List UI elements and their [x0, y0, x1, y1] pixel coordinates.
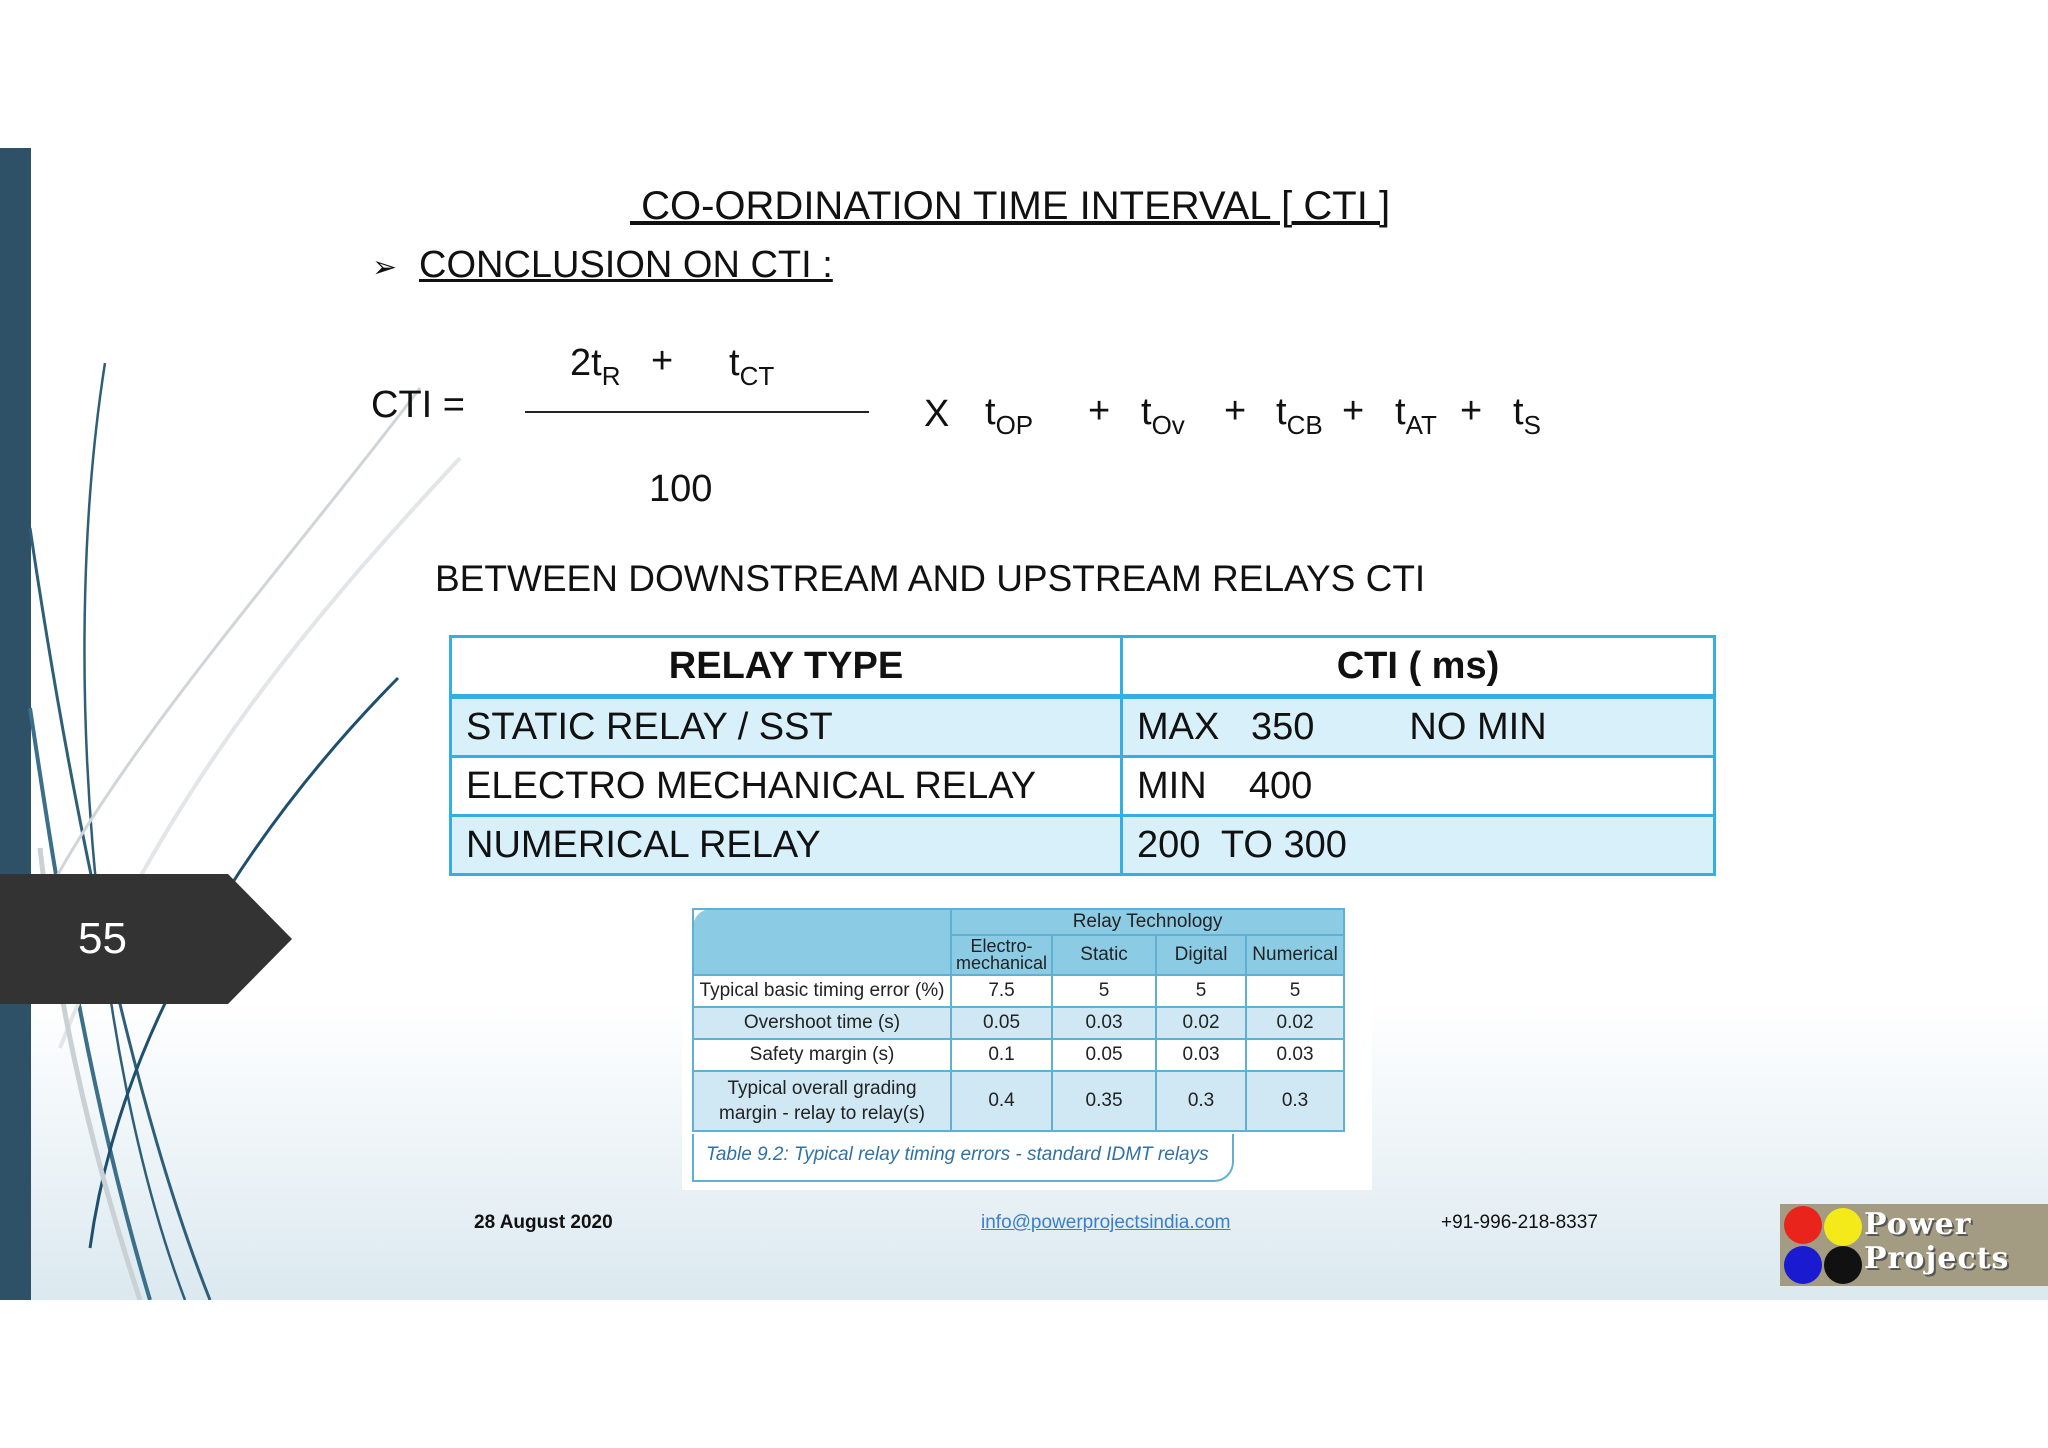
formula-t-s: $t_S$ [1513, 391, 1541, 440]
logo-dot-yellow [1824, 1208, 1862, 1246]
cti-value-cell: MIN 400 [1121, 757, 1714, 816]
table-cell: 0.03 [1156, 1039, 1246, 1071]
logo-line-2: Projects [1864, 1241, 2010, 1276]
table-cell: 0.03 [1246, 1039, 1344, 1071]
subtitle: CONCLUSION ON CTI : [419, 244, 833, 286]
footer-date: 28 August 2020 [474, 1212, 613, 1233]
cti-value-cell: MAX 350 NO MIN [1121, 697, 1714, 757]
table-row [693, 1039, 1344, 1071]
group-header: Relay Technology [951, 909, 1344, 935]
formula-plus: + [651, 340, 674, 382]
column-header-electro: Electro-mechanical [951, 935, 1052, 975]
relay-timing-table-figure [682, 900, 1372, 1190]
table-cell: 0.4 [951, 1071, 1052, 1131]
column-header-relay-type: RELAY TYPE [451, 637, 1122, 697]
column-header-digital: Digital [1156, 935, 1246, 975]
row-label: Safety margin (s) [693, 1039, 951, 1071]
formula-t-at: $t_{AT}$ [1395, 391, 1437, 440]
logo-line-1: Power [1864, 1207, 1972, 1242]
table-cell: 5 [1246, 975, 1344, 1007]
cti-value-cell: 200 TO 300 [1121, 816, 1714, 875]
table-row [693, 1071, 1344, 1131]
formula-plus-1: + [1088, 390, 1111, 432]
column-header-cti: CTI ( ms) [1121, 637, 1714, 697]
slide [0, 148, 2048, 1300]
column-header-static: Static [1052, 935, 1156, 975]
power-projects-logo [1780, 1204, 2048, 1286]
fraction-line [525, 411, 869, 413]
table-cell: 0.02 [1156, 1007, 1246, 1039]
arrow-bullet-icon: ➢ [372, 251, 398, 284]
table-caption: Table 9.2: Typical relay timing errors - standard IDMT relays [706, 1144, 1209, 1165]
page-title: CO-ORDINATION TIME INTERVAL [ CTI ] [630, 184, 1391, 228]
table-cell: 7.5 [951, 975, 1052, 1007]
slide-number: 55 [78, 914, 127, 963]
table-row [693, 975, 1344, 1007]
formula-denominator: 100 [649, 468, 713, 510]
table-row [451, 816, 1715, 875]
logo-dot-red [1784, 1206, 1822, 1244]
logo-text [1864, 1208, 2009, 1276]
formula-plus-3: + [1342, 390, 1365, 432]
footer-phone: +91-996-218-8337 [1441, 1212, 1598, 1233]
row-label: Typical basic timing error (%) [693, 975, 951, 1007]
formula-numerator-a: $2t_R$ [570, 342, 621, 391]
formula-t-cb: $t_{CB}$ [1276, 391, 1323, 440]
relay-type-cell: ELECTRO MECHANICAL RELAY [451, 757, 1122, 816]
table-cell: 0.03 [1052, 1007, 1156, 1039]
table-cell: 0.3 [1156, 1071, 1246, 1131]
table-cell: 0.1 [951, 1039, 1052, 1071]
table-cell: 5 [1052, 975, 1156, 1007]
footer-email-link[interactable]: info@powerprojectsindia.com [981, 1212, 1231, 1233]
formula-t-ov: $t_{Ov}$ [1141, 391, 1185, 440]
formula-lhs: CTI = [371, 384, 465, 426]
table-row [693, 1007, 1344, 1039]
formula-t-op: $t_{OP}$ [985, 391, 1034, 440]
table-cell: 0.05 [951, 1007, 1052, 1039]
formula-numerator-b: $t_{CT}$ [729, 342, 775, 391]
cti-table-header-row [451, 637, 1715, 697]
table-cell: 0.05 [1052, 1039, 1156, 1071]
logo-dot-blue [1784, 1246, 1822, 1284]
table-row [451, 697, 1715, 757]
table-cell: 0.3 [1246, 1071, 1344, 1131]
formula-times: X [924, 393, 950, 435]
table-row [451, 757, 1715, 816]
table-cell: 5 [1156, 975, 1246, 1007]
formula-plus-4: + [1460, 390, 1483, 432]
section-label: BETWEEN DOWNSTREAM AND UPSTREAM RELAYS CTI [435, 558, 1426, 599]
table-cell: 0.02 [1246, 1007, 1344, 1039]
relay-type-cell: NUMERICAL RELAY [451, 816, 1122, 875]
formula-plus-2: + [1224, 390, 1247, 432]
relay-timing-table [692, 908, 1345, 1132]
decorative-swoosh-lines [0, 148, 480, 1300]
cti-table [449, 635, 1716, 876]
logo-dot-black [1824, 1246, 1862, 1284]
table-cell: 0.35 [1052, 1071, 1156, 1131]
row-label: Overshoot time (s) [693, 1007, 951, 1039]
row-label: Typical overall grading margin - relay to relay(s) [693, 1071, 951, 1131]
relay-table-corner [693, 909, 951, 975]
column-header-numerical: Numerical [1246, 935, 1344, 975]
relay-type-cell: STATIC RELAY / SST [451, 697, 1122, 757]
